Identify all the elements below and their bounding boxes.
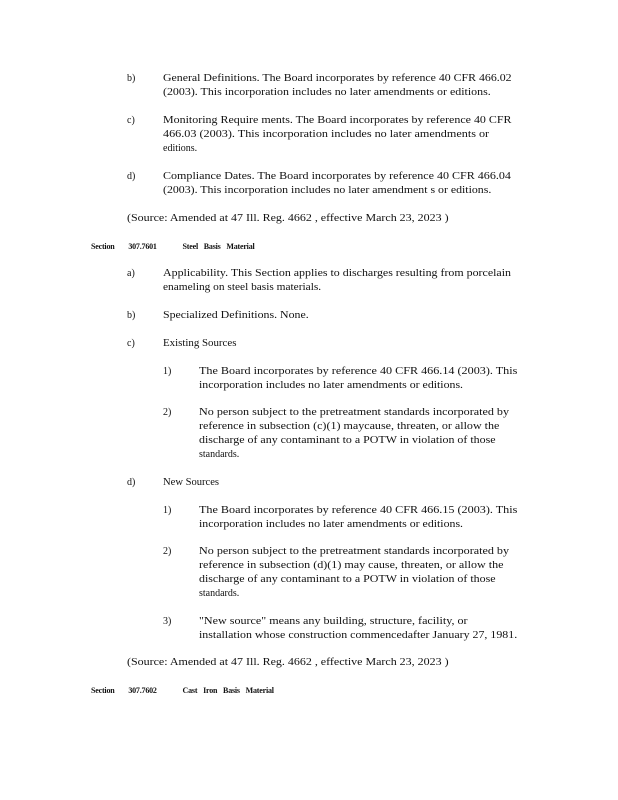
compliance-line-1: Compliance Dates. The Board incorporates by reference 40 CFR 466.04	[163, 171, 511, 182]
existing-1-line-1: The Board incorporates by reference 40 CFR 466.14 (2003). This	[199, 366, 518, 377]
s1-d3-label: 3)	[163, 616, 172, 627]
new-1-line-1: The Board incorporates by reference 40 CFR 466.15 (2003). This	[199, 505, 518, 516]
general-definitions-line-2: (2003). This incorporation includes no later amendments or editions.	[163, 87, 491, 98]
new-3-line-1: "New source" means any building, structure, facility, or	[199, 616, 468, 627]
s1-label-a: a)	[127, 268, 135, 279]
existing-2-line-4: standards.	[199, 449, 240, 460]
source-note-1: (Source: Amended at 47 Ill. Reg. 4662 , effective March 23, 2023 )	[127, 213, 449, 224]
specialized-definitions: Specialized Definitions. None.	[163, 310, 309, 321]
section-heading-7602	[91, 685, 274, 697]
new-1-line-2: incorporation includes no later amendments or editions.	[199, 519, 464, 530]
existing-2-line-2: reference in subsection (c)(1) maycause, threaten, or allow the	[199, 421, 500, 432]
monitoring-line-2: 466.03 (2003). This incorporation includes no later amendments or	[163, 129, 490, 140]
monitoring-line-3: editions.	[163, 143, 198, 154]
existing-2-line-3: discharge of any contaminant to a POTW in violation of those	[199, 435, 496, 446]
item-label-c: c)	[127, 115, 135, 126]
applicability-line-2: enameling on steel basis materials.	[163, 282, 322, 293]
section-word: Section	[91, 242, 115, 251]
existing-sources-heading: Existing Sources	[163, 338, 237, 349]
section-heading-7601	[91, 241, 255, 253]
s1-label-b: b)	[127, 310, 136, 321]
new-sources-heading: New Sources	[163, 477, 220, 488]
s1-d2-label: 2)	[163, 546, 172, 557]
general-definitions-line-1: General Definitions. The Board incorporates by reference 40 CFR 466.02	[163, 73, 512, 84]
section-title: Steel Basis Material	[182, 242, 255, 251]
section-number: 307.7602	[128, 686, 157, 695]
new-2-line-3: discharge of any contaminant to a POTW in violation of those	[199, 574, 496, 585]
s1-c2-label: 2)	[163, 407, 172, 418]
section-word: Section	[91, 686, 115, 695]
new-2-line-1: No person subject to the pretreatment standards incorporated by	[199, 546, 510, 557]
item-label-d: d)	[127, 171, 136, 182]
section-number: 307.7601	[128, 242, 157, 251]
s1-d1-label: 1)	[163, 505, 172, 516]
monitoring-line-1: Monitoring Require ments. The Board incorporates by reference 40 CFR	[163, 115, 512, 126]
new-2-line-4: standards.	[199, 588, 240, 599]
item-label-b: b)	[127, 73, 136, 84]
existing-1-line-2: incorporation includes no later amendments or editions.	[199, 380, 464, 391]
compliance-line-2: (2003). This incorporation includes no later amendment s or editions.	[163, 185, 492, 196]
s1-c1-label: 1)	[163, 366, 172, 377]
applicability-line-1: Applicability. This Section applies to discharges resulting from porcelain	[163, 268, 511, 279]
s1-label-c: c)	[127, 338, 135, 349]
existing-2-line-1: No person subject to the pretreatment standards incorporated by	[199, 407, 510, 418]
source-note-2: (Source: Amended at 47 Ill. Reg. 4662 , effective March 23, 2023 )	[127, 657, 449, 668]
new-2-line-2: reference in subsection (d)(1) may cause, threaten, or allow the	[199, 560, 504, 571]
new-3-line-2: installation whose construction commencedafter January 27, 1981.	[199, 630, 518, 641]
s1-label-d: d)	[127, 477, 136, 488]
section-title: Cast Iron Basis Material	[182, 686, 274, 695]
